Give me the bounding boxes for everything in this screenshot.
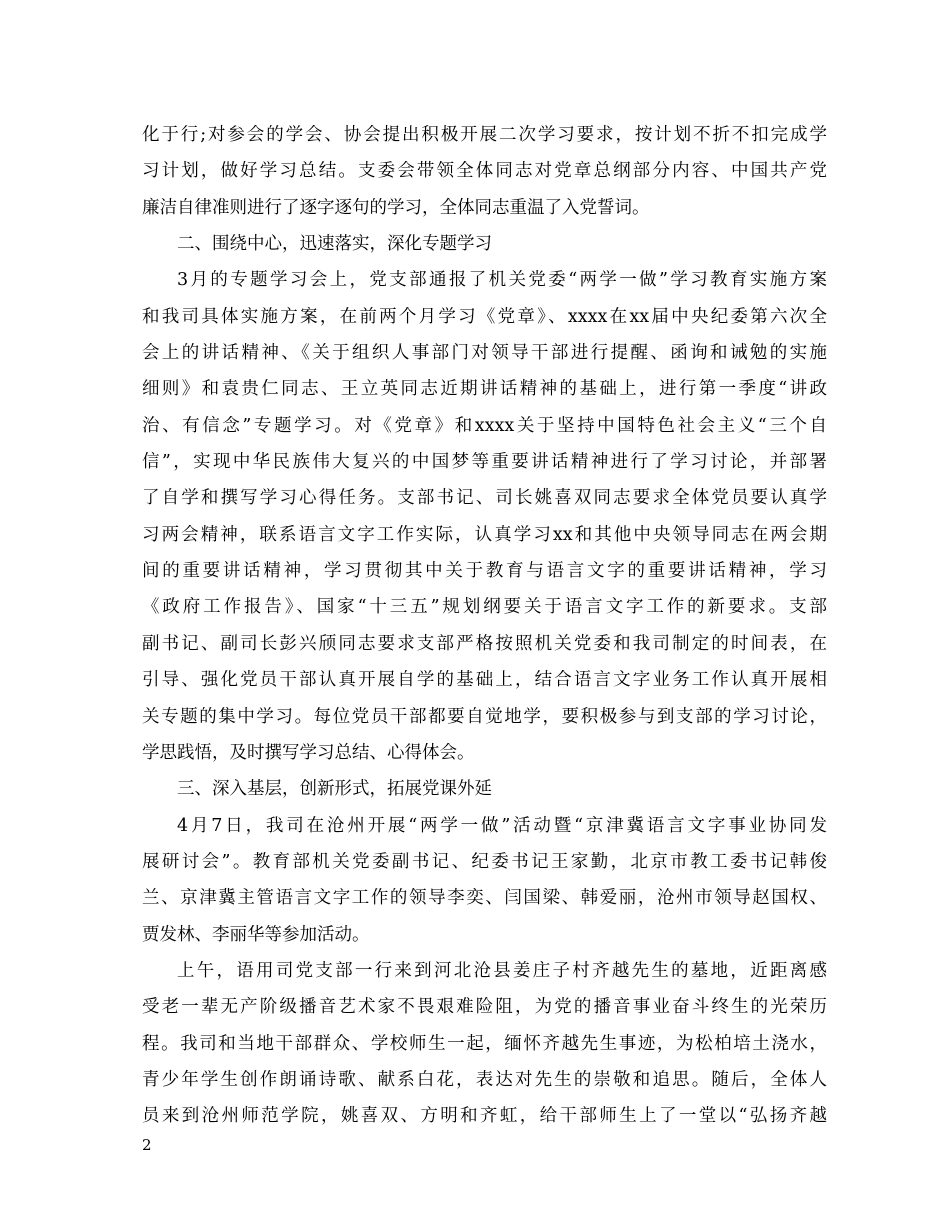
text-line: 学思践悟，及时撰写学习总结、心得体会。 xyxy=(142,742,475,763)
text-line: 青少年学生创作朗诵诗歌、献系白花，表达对先生的崇敬和追思。随后，全体人 xyxy=(142,1069,827,1090)
text-line: 4月7日，我司在沧州开展“两学一做”活动暨“京津冀语言文字事业协同发 xyxy=(177,815,827,836)
text-line: 习计划，做好学习总结。支委会带领全体同志对党章总纲部分内容、中国共产党 xyxy=(142,161,827,182)
text-line: 间的重要讲话精神，学习贯彻其中关于教育与语言文字的重要讲话精神，学习 xyxy=(142,561,827,582)
page-number: 2 xyxy=(142,1136,152,1154)
text-line: 引导、强化党员干部认真开展自学的基础上，结合语言文字业务工作认真开展相 xyxy=(142,670,827,691)
text-line: 化于行;对参会的学会、协会提出积极开展二次学习要求，按计划不折不扣完成学 xyxy=(142,125,827,145)
text-line: 和我司具体实施方案，在前两个月学习《党章》、xxxx在xx届中央纪委第六次全 xyxy=(142,306,827,327)
text-line: 兰、京津冀主管语言文字工作的领导李奕、闫国梁、韩爱丽，沧州市领导赵国权、 xyxy=(142,888,827,909)
text-line: 员来到沧州师范学院，姚喜双、方明和齐虹，给干部师生上了一堂以“弘扬齐越 xyxy=(142,1106,827,1127)
section-heading: 二、围绕中心，迅速落实，深化专题学习 xyxy=(177,234,492,255)
text-line: 关专题的集中学习。每位党员干部都要自觉地学，要积极参与到支部的学习讨论， xyxy=(142,706,827,727)
text-line: 廉洁自律准则进行了逐字逐句的学习，全体同志重温了入党誓词。 xyxy=(142,197,650,218)
text-line: 上午，语用司党支部一行来到河北沧县姜庄子村齐越先生的墓地，近距离感 xyxy=(177,960,827,981)
text-line: 治、有信念”专题学习。对《党章》和xxxx关于坚持中国特色社会主义“三个自 xyxy=(142,415,827,436)
text-line: 细则》和袁贵仁同志、王立英同志近期讲话精神的基础上，进行第一季度“讲政 xyxy=(142,379,827,400)
text-line: 展研讨会”。教育部机关党委副书记、纪委书记王家勤，北京市教工委书记韩俊 xyxy=(142,851,827,872)
text-line: 了自学和撰写学习心得任务。支部书记、司长姚喜双同志要求全体党员要认真学 xyxy=(142,488,827,509)
text-line: 受老一辈无产阶级播音艺术家不畏艰难险阻，为党的播音事业奋斗终生的光荣历 xyxy=(142,997,827,1018)
text-line: 信”，实现中华民族伟大复兴的中国梦等重要讲话精神进行了学习讨论，并部署 xyxy=(142,452,827,473)
text-line: 程。我司和当地干部群众、学校师生一起，缅怀齐越先生事迹，为松柏培土浇水， xyxy=(142,1033,827,1054)
text-line: 《政府工作报告》、国家“十三五”规划纲要关于语言文字工作的新要求。支部 xyxy=(142,597,827,618)
text-line: 贾发林、李丽华等参加活动。 xyxy=(142,924,370,945)
section-heading: 三、深入基层，创新形式，拓展党课外延 xyxy=(177,779,492,800)
text-line: 会上的讲话精神、《关于组织人事部门对领导干部进行提醒、函询和诫勉的实施 xyxy=(142,343,827,364)
document-body xyxy=(142,117,827,1135)
text-line: 副书记、副司长彭兴颀同志要求支部严格按照机关党委和我司制定的时间表，在 xyxy=(142,633,827,654)
text-line: 3月的专题学习会上，党支部通报了机关党委“两学一做”学习教育实施方案 xyxy=(177,270,827,291)
text-line: 习两会精神，联系语言文字工作实际，认真学习xx和其他中央领导同志在两会期 xyxy=(142,524,827,545)
